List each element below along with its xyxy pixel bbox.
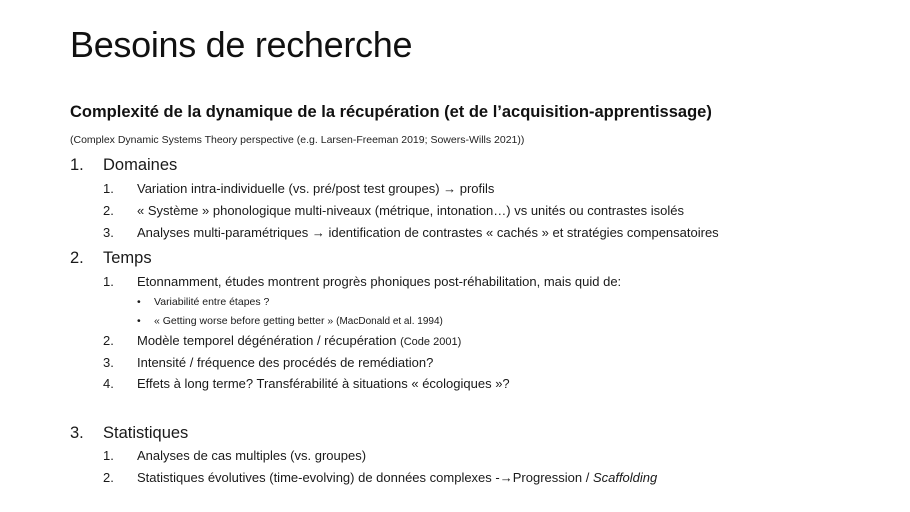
citation: (MacDonald et al. 1994): [336, 316, 443, 327]
item-number: 3.: [103, 225, 114, 240]
bullet-text: Variabilité entre étapes ?: [154, 296, 270, 308]
list-item: [103, 225, 719, 240]
item-text: Modèle temporel dégénération / récupération: [137, 333, 397, 348]
section-number: 3.: [70, 424, 84, 442]
item-number: 4.: [103, 376, 114, 391]
item-text: Analyses de cas multiples (vs. groupes): [137, 448, 367, 463]
item-number: 1.: [103, 448, 114, 463]
section-statistiques: [70, 424, 188, 443]
item-number: 2.: [103, 203, 114, 218]
bullet-text: « Getting worse before getting better »: [154, 315, 334, 327]
item-number: 2.: [103, 470, 114, 485]
list-item: [103, 376, 510, 391]
section-label: Statistiques: [103, 424, 189, 442]
item-text: « Système » phonologique multi-niveaux (métrique, intonation…) vs unités ou contrastes isolés: [137, 203, 685, 218]
list-item: [103, 470, 657, 485]
list-item: [103, 181, 494, 196]
item-number: 3.: [103, 355, 114, 370]
list-item: [103, 448, 366, 463]
item-number: 2.: [103, 333, 114, 348]
item-text: Etonnamment, études montrent progrès phoniques post-réhabilitation, mais quid de:: [137, 274, 622, 289]
list-item: [103, 355, 433, 370]
slide-subtitle: Complexité de la dynamique de la récupération (et de l’acquisition-apprentissage): [70, 103, 712, 121]
bullet-icon: •: [137, 315, 141, 327]
section-number: 2.: [70, 249, 84, 267]
section-domaines: [70, 156, 177, 175]
citation: (Code 2001): [400, 336, 462, 348]
item-text: Statistiques évolutives (time-evolving) de données complexes -→Progression /: [137, 470, 593, 485]
list-item: [103, 333, 461, 348]
slide-title: Besoins de recherche: [70, 24, 413, 65]
section-label: Domaines: [103, 156, 178, 174]
item-text: Variation intra-individuelle (vs. pré/post test groupes) → profils: [137, 181, 495, 196]
item-number: 1.: [103, 274, 114, 289]
sub-bullet: [137, 315, 443, 327]
list-item: [103, 203, 684, 218]
section-label: Temps: [103, 249, 152, 267]
section-number: 1.: [70, 156, 84, 174]
perspective-note: (Complex Dynamic Systems Theory perspective (e.g. Larsen-Freeman 2019; Sowers-Wills 2021)): [70, 134, 525, 146]
item-number: 1.: [103, 181, 114, 196]
bullet-icon: •: [137, 296, 141, 308]
item-italic-text: Scaffolding: [592, 470, 658, 485]
item-text: Intensité / fréquence des procédés de remédiation?: [137, 355, 434, 370]
item-text: Analyses multi-paramétriques → identification de contrastes « cachés » et stratégies compensatoires: [137, 225, 719, 240]
sub-bullet: [137, 296, 269, 308]
section-temps: [70, 249, 152, 268]
list-item: [103, 274, 621, 289]
item-text: Effets à long terme? Transférabilité à situations « écologiques »?: [137, 376, 510, 391]
